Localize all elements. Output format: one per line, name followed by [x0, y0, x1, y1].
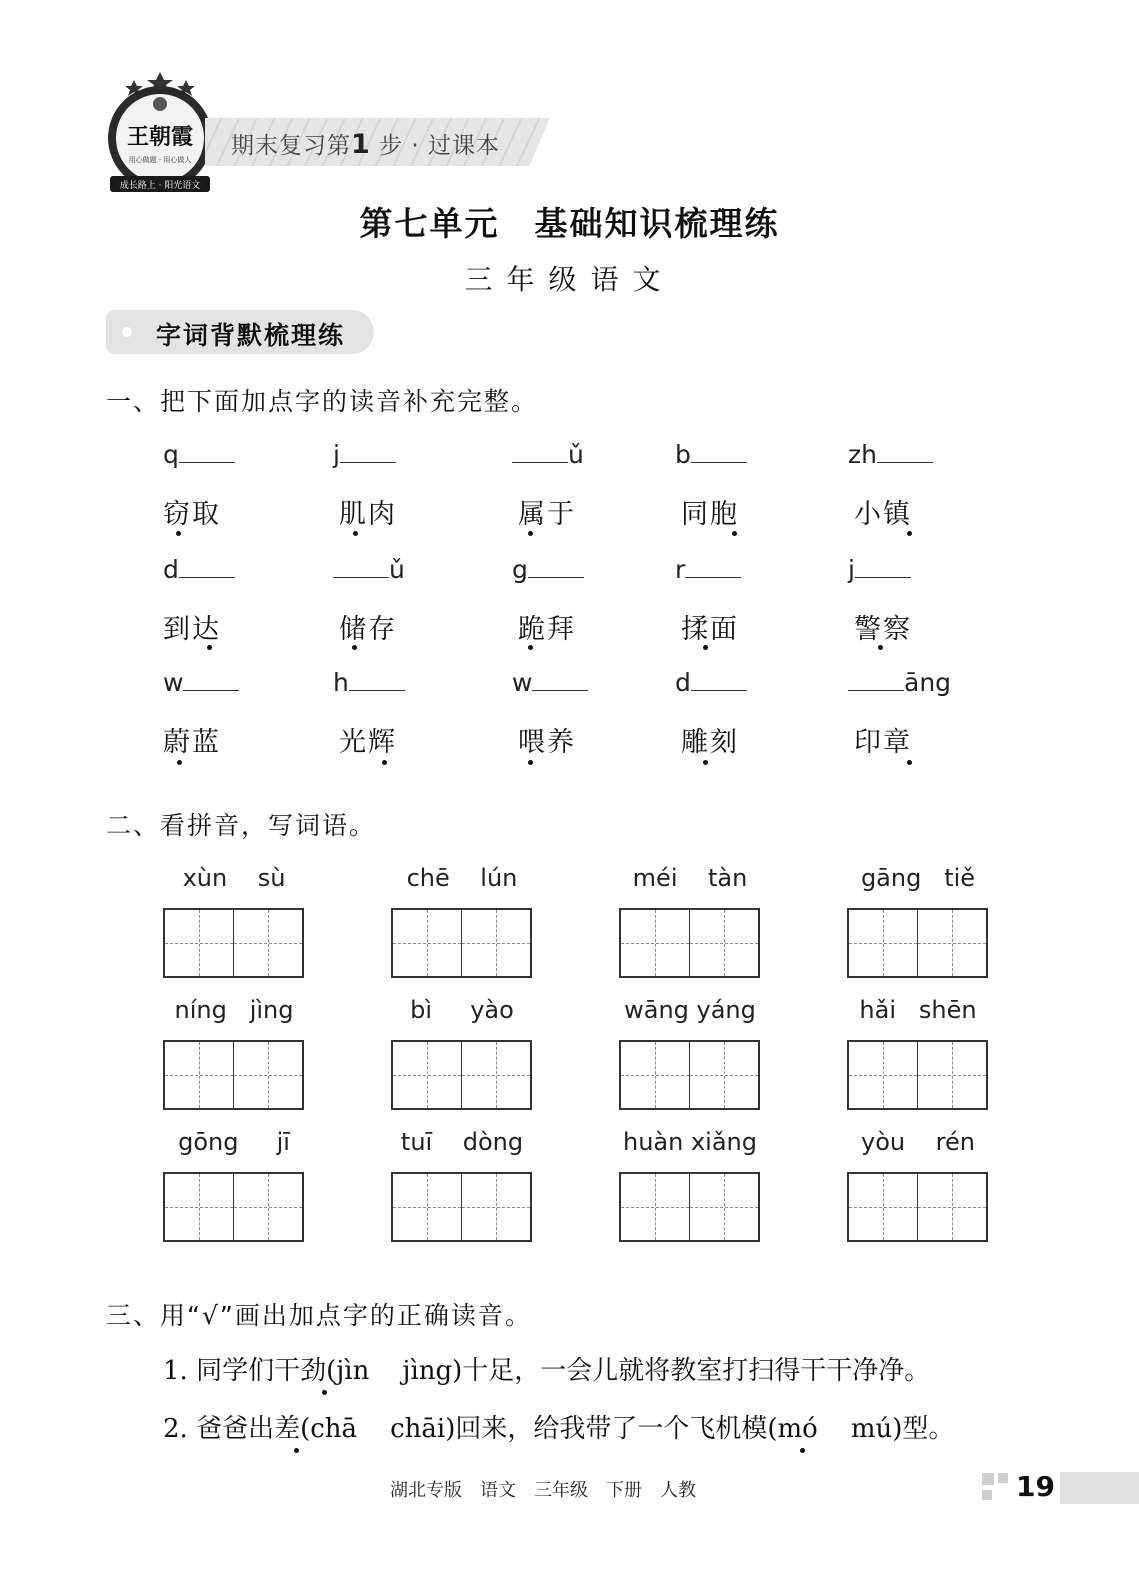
emphasis-dot: [800, 1448, 805, 1453]
writing-cell[interactable]: [234, 1174, 302, 1240]
answer-blank[interactable]: [179, 555, 235, 578]
svg-text:王朝霞: 王朝霞: [126, 124, 194, 149]
emphasis-dot: [353, 531, 358, 536]
vocab-word: 印章: [854, 727, 912, 758]
pinyin-hint: b: [675, 440, 747, 469]
pinyin-prompt: huàn xiǎng: [623, 1128, 757, 1156]
page-deco: [982, 1490, 992, 1500]
pinyin-prompt: bì yào: [410, 996, 514, 1024]
writing-cell[interactable]: [849, 910, 918, 976]
vocab-word: 到达: [163, 614, 221, 645]
writing-grid[interactable]: [163, 1040, 304, 1110]
pinyin-hint: j: [333, 440, 396, 469]
pinyin-hint: d: [163, 555, 235, 584]
writing-cell[interactable]: [393, 1174, 462, 1240]
emphasis-dot: [528, 645, 533, 650]
writing-grid[interactable]: [391, 908, 532, 978]
pinyin-prompt: gōng jī: [178, 1128, 290, 1156]
vocab-word: 喂养: [518, 727, 576, 758]
page-deco: [982, 1473, 994, 1485]
writing-cell[interactable]: [462, 910, 530, 976]
vocab-word: 同胞: [681, 499, 739, 530]
pinyin-hint: r: [675, 555, 741, 584]
tag-hole-icon: [122, 327, 132, 337]
emphasis-dot: [528, 760, 533, 765]
pinyin-prompt: wāng yáng: [624, 996, 756, 1024]
writing-grid[interactable]: [391, 1040, 532, 1110]
pinyin-hint: g: [512, 555, 584, 584]
pinyin-prompt: xùn sù: [182, 864, 286, 892]
answer-blank[interactable]: [877, 440, 933, 463]
writing-grid[interactable]: [619, 1040, 760, 1110]
writing-grid[interactable]: [847, 908, 988, 978]
emphasis-dot: [176, 531, 181, 536]
writing-cell[interactable]: [165, 1174, 234, 1240]
writing-cell[interactable]: [690, 1042, 758, 1108]
writing-grid[interactable]: [619, 908, 760, 978]
answer-blank[interactable]: [691, 440, 747, 463]
emphasis-dot: [294, 1448, 299, 1453]
pinyin-hint: ǔ: [512, 440, 584, 469]
pinyin-prompt: gāng tiě: [860, 864, 976, 892]
answer-blank[interactable]: [349, 668, 405, 691]
writing-grid[interactable]: [847, 1172, 988, 1242]
footer-text: 湖北专版 语文 三年级 下册 人教: [390, 1480, 696, 1501]
vocab-word: 跪拜: [518, 614, 576, 645]
answer-blank[interactable]: [512, 440, 568, 463]
answer-blank[interactable]: [532, 668, 588, 691]
answer-blank[interactable]: [340, 440, 396, 463]
writing-cell[interactable]: [462, 1174, 530, 1240]
answer-blank[interactable]: [855, 555, 911, 578]
emphasis-dot: [878, 645, 883, 650]
writing-cell[interactable]: [849, 1042, 918, 1108]
header-step: 期末复习第1 步 · 过课本: [231, 129, 501, 160]
writing-grid[interactable]: [391, 1172, 532, 1242]
writing-cell[interactable]: [621, 1174, 690, 1240]
q2-title: 二、看拼音，写词语。: [106, 811, 377, 840]
emphasis-dot: [703, 760, 708, 765]
emphasis-dot: [322, 1390, 327, 1395]
pinyin-hint: q: [163, 440, 235, 469]
writing-cell[interactable]: [393, 910, 462, 976]
vocab-word: 小镇: [854, 499, 912, 530]
writing-cell[interactable]: [234, 1042, 302, 1108]
section-tag: 字词背默梳理练: [106, 310, 374, 354]
pinyin-prompt: yòu rén: [861, 1128, 975, 1156]
writing-cell[interactable]: [621, 910, 690, 976]
vocab-word: 肌肉: [339, 499, 397, 530]
writing-cell[interactable]: [621, 1042, 690, 1108]
emphasis-dot: [907, 760, 912, 765]
answer-blank[interactable]: [685, 555, 741, 578]
pinyin-prompt: tuī dòng: [400, 1128, 524, 1156]
vocab-word: 光辉: [339, 727, 397, 758]
writing-cell[interactable]: [234, 910, 302, 976]
writing-grid[interactable]: [619, 1172, 760, 1242]
writing-cell[interactable]: [165, 1042, 234, 1108]
emphasis-dot: [703, 645, 708, 650]
vocab-word: 储存: [339, 614, 397, 645]
q3-title: 三、用“√”画出加点字的正确读音。: [106, 1301, 532, 1330]
pinyin-hint: w: [163, 668, 239, 697]
pinyin-prompt: chē lún: [406, 864, 518, 892]
page-number: 19: [1016, 1470, 1055, 1503]
svg-text:用心做题 · 用心做人: 用心做题 · 用心做人: [128, 156, 192, 164]
pinyin-hint: āng: [848, 668, 951, 697]
logo-badge: [104, 70, 216, 200]
q1-title: 一、把下面加点字的读音补充完整。: [106, 387, 539, 416]
writing-cell[interactable]: [918, 1042, 986, 1108]
vocab-word: 雕刻: [681, 727, 739, 758]
writing-cell[interactable]: [165, 910, 234, 976]
answer-blank[interactable]: [848, 668, 904, 691]
answer-blank[interactable]: [691, 668, 747, 691]
emphasis-dot: [177, 760, 182, 765]
emphasis-dot: [528, 531, 533, 536]
vocab-word: 蔚蓝: [163, 727, 221, 758]
answer-blank[interactable]: [179, 440, 235, 463]
writing-cell[interactable]: [462, 1042, 530, 1108]
answer-blank[interactable]: [183, 668, 239, 691]
answer-blank[interactable]: [333, 555, 389, 578]
pinyin-prompt: níng jìng: [174, 996, 294, 1024]
page-deco: [998, 1473, 1008, 1483]
writing-cell[interactable]: [690, 1174, 758, 1240]
pinyin-hint: w: [512, 668, 588, 697]
emphasis-dot: [352, 645, 357, 650]
emphasis-dot: [732, 531, 737, 536]
page-subtitle: 三年级语文: [464, 263, 675, 296]
q3-sentence-1: 1. 同学们干劲(jìn jìng)十足，一会儿就将教室打扫得干干净净。: [163, 1356, 931, 1386]
pinyin-hint: h: [333, 668, 405, 697]
writing-grid[interactable]: [163, 1172, 304, 1242]
page-bar: [1060, 1472, 1139, 1504]
vocab-word: 窃取: [163, 499, 221, 530]
vocab-word: 警察: [854, 614, 912, 645]
pinyin-hint: d: [675, 668, 747, 697]
writing-cell[interactable]: [690, 910, 758, 976]
emphasis-dot: [907, 531, 912, 536]
vocab-word: 揉面: [681, 614, 739, 645]
writing-cell[interactable]: [918, 1174, 986, 1240]
pinyin-hint: ǔ: [333, 555, 405, 584]
emphasis-dot: [207, 645, 212, 650]
pinyin-hint: j: [848, 555, 911, 584]
emphasis-dot: [382, 760, 387, 765]
answer-blank[interactable]: [528, 555, 584, 578]
pinyin-prompt: méi tàn: [632, 864, 748, 892]
writing-cell[interactable]: [918, 910, 986, 976]
writing-cell[interactable]: [393, 1042, 462, 1108]
writing-cell[interactable]: [849, 1174, 918, 1240]
writing-grid[interactable]: [163, 908, 304, 978]
page-title: 第七单元 基础知识梳理练: [359, 204, 780, 243]
pinyin-prompt: hǎi shēn: [859, 996, 977, 1024]
q3-sentence-2: 2. 爸爸出差(chā chāi)回来，给我带了一个飞机模(mó mú)型。: [163, 1414, 955, 1444]
svg-text:成长路上 · 阳光语文: 成长路上 · 阳光语文: [119, 181, 201, 191]
vocab-word: 属于: [518, 499, 576, 530]
pinyin-hint: zh: [848, 440, 933, 469]
writing-grid[interactable]: [847, 1040, 988, 1110]
